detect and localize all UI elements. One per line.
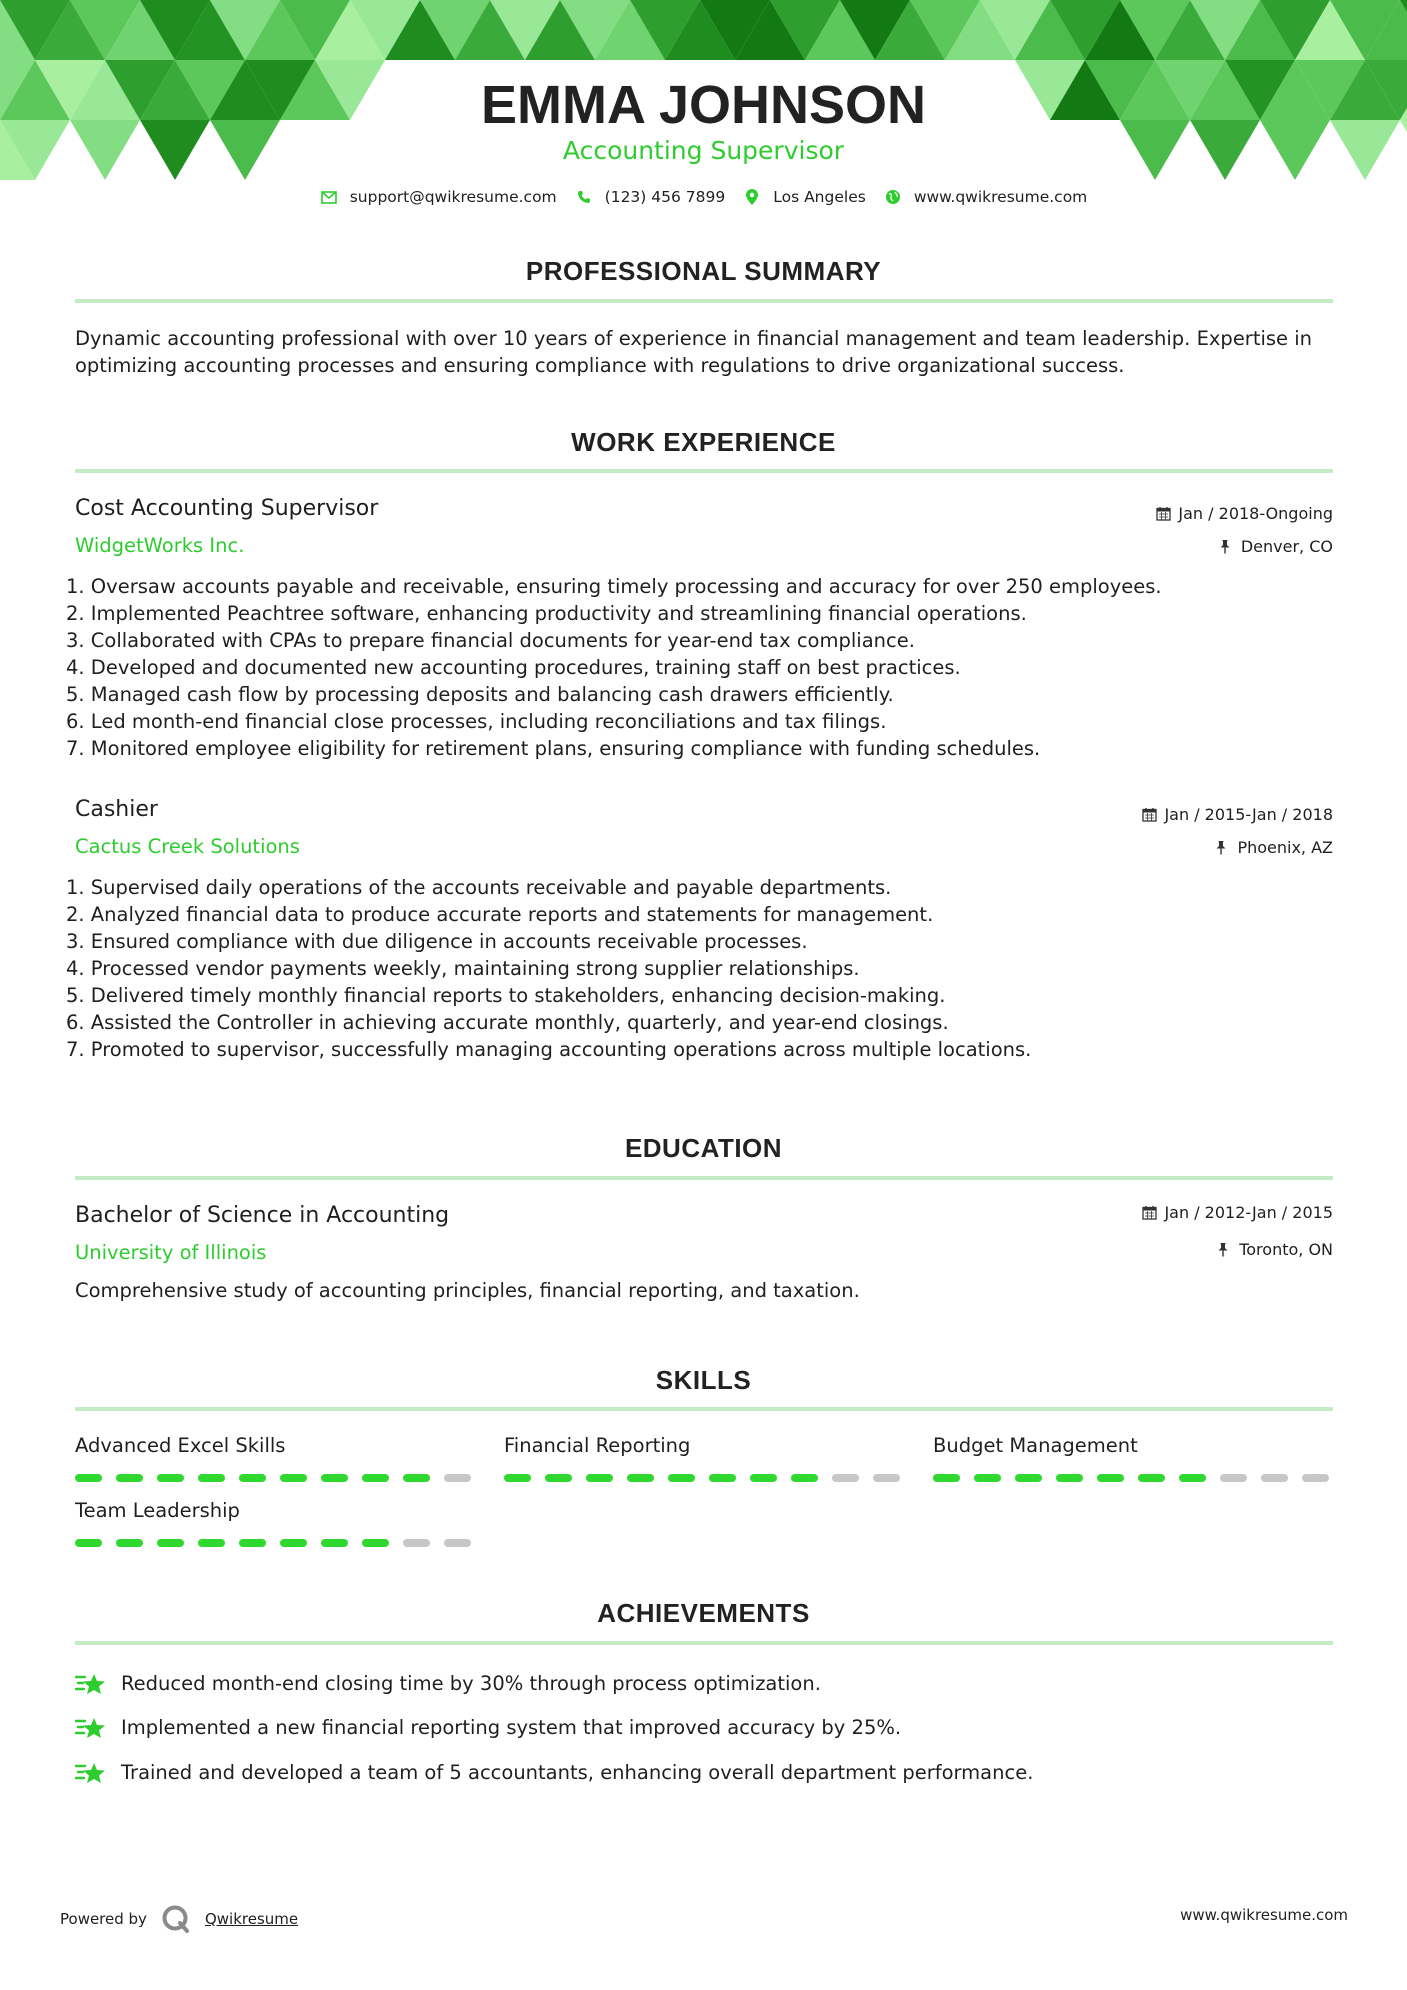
shooting-star-icon <box>75 1757 109 1787</box>
experience-heading: WORK EXPERIENCE <box>571 427 836 457</box>
contact-website-text: www.qwikresume.com <box>913 188 1088 206</box>
skill-segment-filled <box>933 1474 960 1482</box>
skill-name: Team Leadership <box>75 1499 240 1522</box>
contact-email[interactable] <box>320 188 557 206</box>
pushpin-icon <box>1215 840 1231 856</box>
skill-segment-filled <box>239 1474 266 1482</box>
envelope-icon <box>320 188 338 206</box>
list-item: 6. Assisted the Controller in achieving accurate monthly, quarterly, and year-end closings. <box>66 1011 949 1034</box>
calendar-icon <box>1156 506 1172 522</box>
skill-level-bar <box>504 1474 900 1482</box>
skill-name: Budget Management <box>933 1434 1138 1457</box>
skill-segment-filled <box>1056 1474 1083 1482</box>
achievement-item <box>75 1757 1033 1787</box>
skill-segment-empty <box>873 1474 900 1482</box>
map-pin-icon <box>743 188 761 206</box>
skill-segment-filled <box>157 1539 184 1547</box>
skills-heading: SKILLS <box>655 1365 752 1395</box>
skill-segment-filled <box>1097 1474 1124 1482</box>
education-location-text: Toronto, ON <box>1239 1240 1333 1259</box>
skill-item <box>75 1499 240 1522</box>
achievements-heading: ACHIEVEMENTS <box>597 1598 810 1628</box>
footer-powered-by <box>60 1904 298 1934</box>
skill-segment-filled <box>280 1474 307 1482</box>
contact-bar <box>0 188 1407 206</box>
candidate-name: EMMA JOHNSON <box>480 75 927 135</box>
skill-segment-filled <box>198 1474 225 1482</box>
skill-name: Financial Reporting <box>504 1434 691 1457</box>
education-heading: EDUCATION <box>624 1133 783 1163</box>
skills-divider <box>75 1407 1333 1411</box>
summary-heading: PROFESSIONAL SUMMARY <box>525 256 882 286</box>
skill-segment-filled <box>157 1474 184 1482</box>
skill-segment-filled <box>750 1474 777 1482</box>
job-location-text: Denver, CO <box>1240 537 1333 556</box>
list-item: 5. Delivered timely monthly financial reports to stakeholders, enhancing decision-making. <box>66 984 946 1007</box>
skill-segment-empty <box>444 1539 471 1547</box>
qwikresume-link[interactable]: Qwikresume <box>204 1910 299 1928</box>
qwikresume-logo-icon <box>161 1904 191 1934</box>
skill-segment-empty <box>1261 1474 1288 1482</box>
summary-text: Dynamic accounting professional with over 10 years of experience in financial management and team leadership. Expertise in optimizing accounting processes and ensuring compliance with regulations to drive organizational success. <box>75 327 1313 377</box>
skill-segment-filled <box>504 1474 531 1482</box>
education-dates-text: Jan / 2012-Jan / 2015 <box>1164 1203 1333 1222</box>
contact-phone-text: (123) 456 7899 <box>604 188 726 206</box>
skill-segment-filled <box>1015 1474 1042 1482</box>
shooting-star-icon <box>75 1712 109 1742</box>
calendar-icon <box>1142 1205 1158 1221</box>
skill-segment-filled <box>280 1539 307 1547</box>
contact-location <box>743 188 866 206</box>
skill-segment-filled <box>321 1539 348 1547</box>
skill-segment-filled <box>586 1474 613 1482</box>
skill-segment-filled <box>75 1474 102 1482</box>
list-item: 7. Monitored employee eligibility for retirement plans, ensuring compliance with funding schedules. <box>66 737 1041 760</box>
skill-segment-empty <box>1302 1474 1329 1482</box>
skill-segment-filled <box>116 1474 143 1482</box>
job-title: Cost Accounting Supervisor <box>75 496 379 521</box>
skill-segment-filled <box>1138 1474 1165 1482</box>
job-location <box>1219 537 1333 556</box>
education-description: Comprehensive study of accounting principles, financial reporting, and taxation. <box>75 1279 860 1302</box>
list-item: 2. Implemented Peachtree software, enhancing productivity and streamlining financial operations. <box>66 602 1027 625</box>
skill-item <box>75 1434 285 1457</box>
contact-email-text: support@qwikresume.com <box>349 188 557 206</box>
skill-segment-filled <box>545 1474 572 1482</box>
skill-segment-filled <box>627 1474 654 1482</box>
achievements-divider <box>75 1641 1333 1645</box>
skill-name: Advanced Excel Skills <box>75 1434 286 1457</box>
job-bullets <box>66 874 1356 1063</box>
skill-segment-filled <box>974 1474 1001 1482</box>
skill-segment-filled <box>668 1474 695 1482</box>
contact-location-text: Los Angeles <box>773 188 866 206</box>
job-title: Cashier <box>75 797 158 822</box>
job-dates-text: Jan / 2018-Ongoing <box>1178 504 1333 523</box>
job-company: WidgetWorks Inc. <box>75 534 245 557</box>
job-location-text: Phoenix, AZ <box>1237 838 1333 857</box>
skill-level-bar <box>933 1474 1329 1482</box>
list-item: 7. Promoted to supervisor, successfully managing accounting operations across multiple locations. <box>66 1038 1032 1061</box>
pushpin-icon <box>1217 1242 1233 1258</box>
list-item: 1. Oversaw accounts payable and receivable, ensuring timely processing and accuracy for over 250 employees. <box>66 575 1162 598</box>
degree-title: Bachelor of Science in Accounting <box>75 1203 450 1228</box>
skill-segment-empty <box>403 1539 430 1547</box>
skill-segment-filled <box>239 1539 266 1547</box>
globe-icon <box>884 188 902 206</box>
list-item: 4. Developed and documented new accounting procedures, training staff on best practices. <box>66 656 961 679</box>
list-item: 3. Collaborated with CPAs to prepare financial documents for year-end tax compliance. <box>66 629 915 652</box>
summary-divider <box>75 299 1333 303</box>
skill-level-bar <box>75 1474 471 1482</box>
skill-segment-filled <box>791 1474 818 1482</box>
list-item: 1. Supervised daily operations of the accounts receivable and payable departments. <box>66 876 892 899</box>
skill-segment-filled <box>321 1474 348 1482</box>
skill-segment-filled <box>198 1539 225 1547</box>
achievement-item <box>75 1668 821 1698</box>
phone-icon <box>575 188 593 206</box>
job-dates <box>1156 504 1333 523</box>
skill-segment-filled <box>362 1474 389 1482</box>
list-item: 3. Ensured compliance with due diligence in accounts receivable processes. <box>66 930 808 953</box>
skill-segment-filled <box>709 1474 736 1482</box>
skill-segment-empty <box>444 1474 471 1482</box>
skill-segment-empty <box>832 1474 859 1482</box>
skill-segment-filled <box>362 1539 389 1547</box>
candidate-role: Accounting Supervisor <box>562 136 845 165</box>
calendar-icon <box>1142 807 1158 823</box>
list-item: 2. Analyzed financial data to produce accurate reports and statements for management. <box>66 903 934 926</box>
list-item: 4. Processed vendor payments weekly, maintaining strong supplier relationships. <box>66 957 860 980</box>
powered-by-label: Powered by <box>60 1910 147 1928</box>
achievement-text: Trained and developed a team of 5 accountants, enhancing overall department performance. <box>121 1760 1034 1784</box>
skill-item <box>504 1434 690 1457</box>
shooting-star-icon <box>75 1668 109 1698</box>
pushpin-icon <box>1219 539 1235 555</box>
job-dates <box>1142 805 1333 824</box>
education-location <box>1217 1240 1333 1259</box>
school-name: University of Illinois <box>75 1241 267 1264</box>
job-dates-text: Jan / 2015-Jan / 2018 <box>1164 805 1333 824</box>
contact-phone[interactable] <box>575 188 726 206</box>
achievement-item <box>75 1712 901 1742</box>
skill-segment-filled <box>1179 1474 1206 1482</box>
footer-website[interactable]: www.qwikresume.com <box>1180 1906 1348 1924</box>
list-item: 5. Managed cash flow by processing deposits and balancing cash drawers efficiently. <box>66 683 894 706</box>
education-dates <box>1142 1203 1333 1222</box>
experience-divider <box>75 469 1333 473</box>
skill-segment-empty <box>1220 1474 1247 1482</box>
skill-segment-filled <box>116 1539 143 1547</box>
achievement-text: Implemented a new financial reporting system that improved accuracy by 25%. <box>121 1715 902 1739</box>
skill-segment-filled <box>75 1539 102 1547</box>
job-company: Cactus Creek Solutions <box>75 835 300 858</box>
list-item: 6. Led month-end financial close processes, including reconciliations and tax filings. <box>66 710 887 733</box>
job-location <box>1215 838 1333 857</box>
skill-item <box>933 1434 1138 1457</box>
contact-website[interactable] <box>884 188 1087 206</box>
job-bullets <box>66 573 1356 762</box>
skill-segment-filled <box>403 1474 430 1482</box>
achievement-text: Reduced month-end closing time by 30% through process optimization. <box>121 1671 821 1695</box>
skill-level-bar <box>75 1539 471 1547</box>
education-divider <box>75 1176 1333 1180</box>
